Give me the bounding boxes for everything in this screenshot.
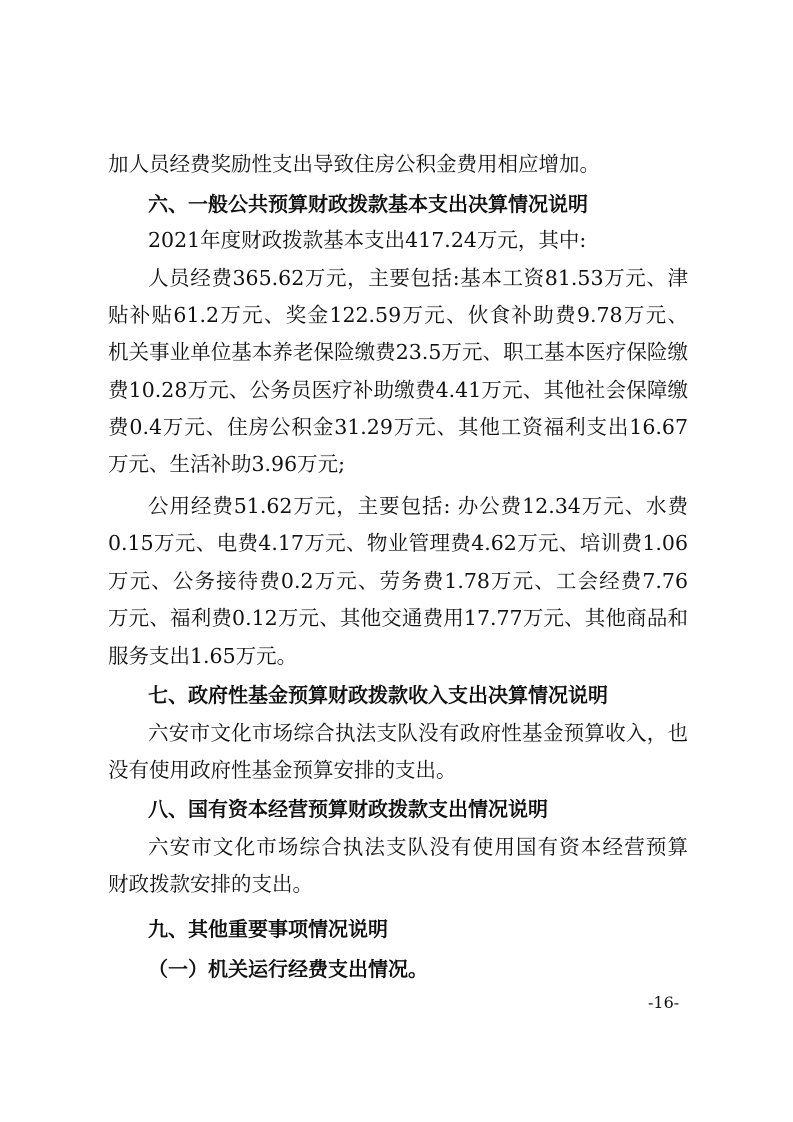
paragraph-line: 贴补贴61.2万元、奖金122.59万元、伙食补助费9.78万元、 bbox=[108, 303, 688, 327]
paragraph-line: 加人员经费奖励性支出导致住房公积金费用相应增加。 bbox=[108, 152, 600, 176]
section-heading-6: 六、一般公共预算财政拨款基本支出决算情况说明 bbox=[148, 192, 588, 216]
section-heading-8: 八、国有资本经营预算财政拨款支出情况说明 bbox=[148, 797, 548, 821]
paragraph-line: 费0.4万元、住房公积金31.29万元、其他工资福利支出16.67 bbox=[108, 415, 688, 439]
paragraph-line: 公用经费51.62万元，主要包括: 办公费12.34万元、水费 bbox=[148, 494, 688, 518]
paragraph-line: 万元、公务接待费0.2万元、劳务费1.78万元、工会经费7.76 bbox=[108, 569, 688, 593]
paragraph-line: 六安市文化市场综合执法支队没有使用国有资本经营预算 bbox=[148, 835, 688, 859]
paragraph-line: 2021年度财政拨款基本支出417.24万元，其中: bbox=[148, 228, 587, 252]
paragraph-line: 万元、福利费0.12万元、其他交通费用17.77万元、其他商品和 bbox=[108, 606, 688, 630]
paragraph-line: 费10.28万元、公务员医疗补助缴费4.41万元、其他社会保障缴 bbox=[108, 378, 688, 402]
paragraph-line: 0.15万元、电费4.17万元、物业管理费4.62万元、培训费1.06 bbox=[108, 531, 688, 555]
section-heading-9: 九、其他重要事项情况说明 bbox=[148, 917, 388, 941]
paragraph-line: 万元、生活补助3.96万元; bbox=[108, 452, 346, 476]
subsection-heading-1: （一）机关运行经费支出情况。 bbox=[148, 957, 428, 981]
paragraph-line: 服务支出1.65万元。 bbox=[108, 644, 298, 668]
paragraph-line: 财政拨款安排的支出。 bbox=[108, 872, 313, 896]
paragraph-line: 机关事业单位基本养老保险缴费23.5万元、职工基本医疗保险缴 bbox=[108, 340, 688, 364]
paragraph-line: 人员经费365.62万元，主要包括:基本工资81.53万元、津 bbox=[148, 266, 688, 290]
paragraph-line: 没有使用政府性基金预算安排的支出。 bbox=[108, 758, 457, 782]
page-number: -16- bbox=[648, 993, 680, 1012]
section-heading-7: 七、政府性基金预算财政拨款收入支出决算情况说明 bbox=[148, 683, 608, 707]
paragraph-line: 六安市文化市场综合执法支队没有政府性基金预算收入，也 bbox=[148, 721, 688, 745]
